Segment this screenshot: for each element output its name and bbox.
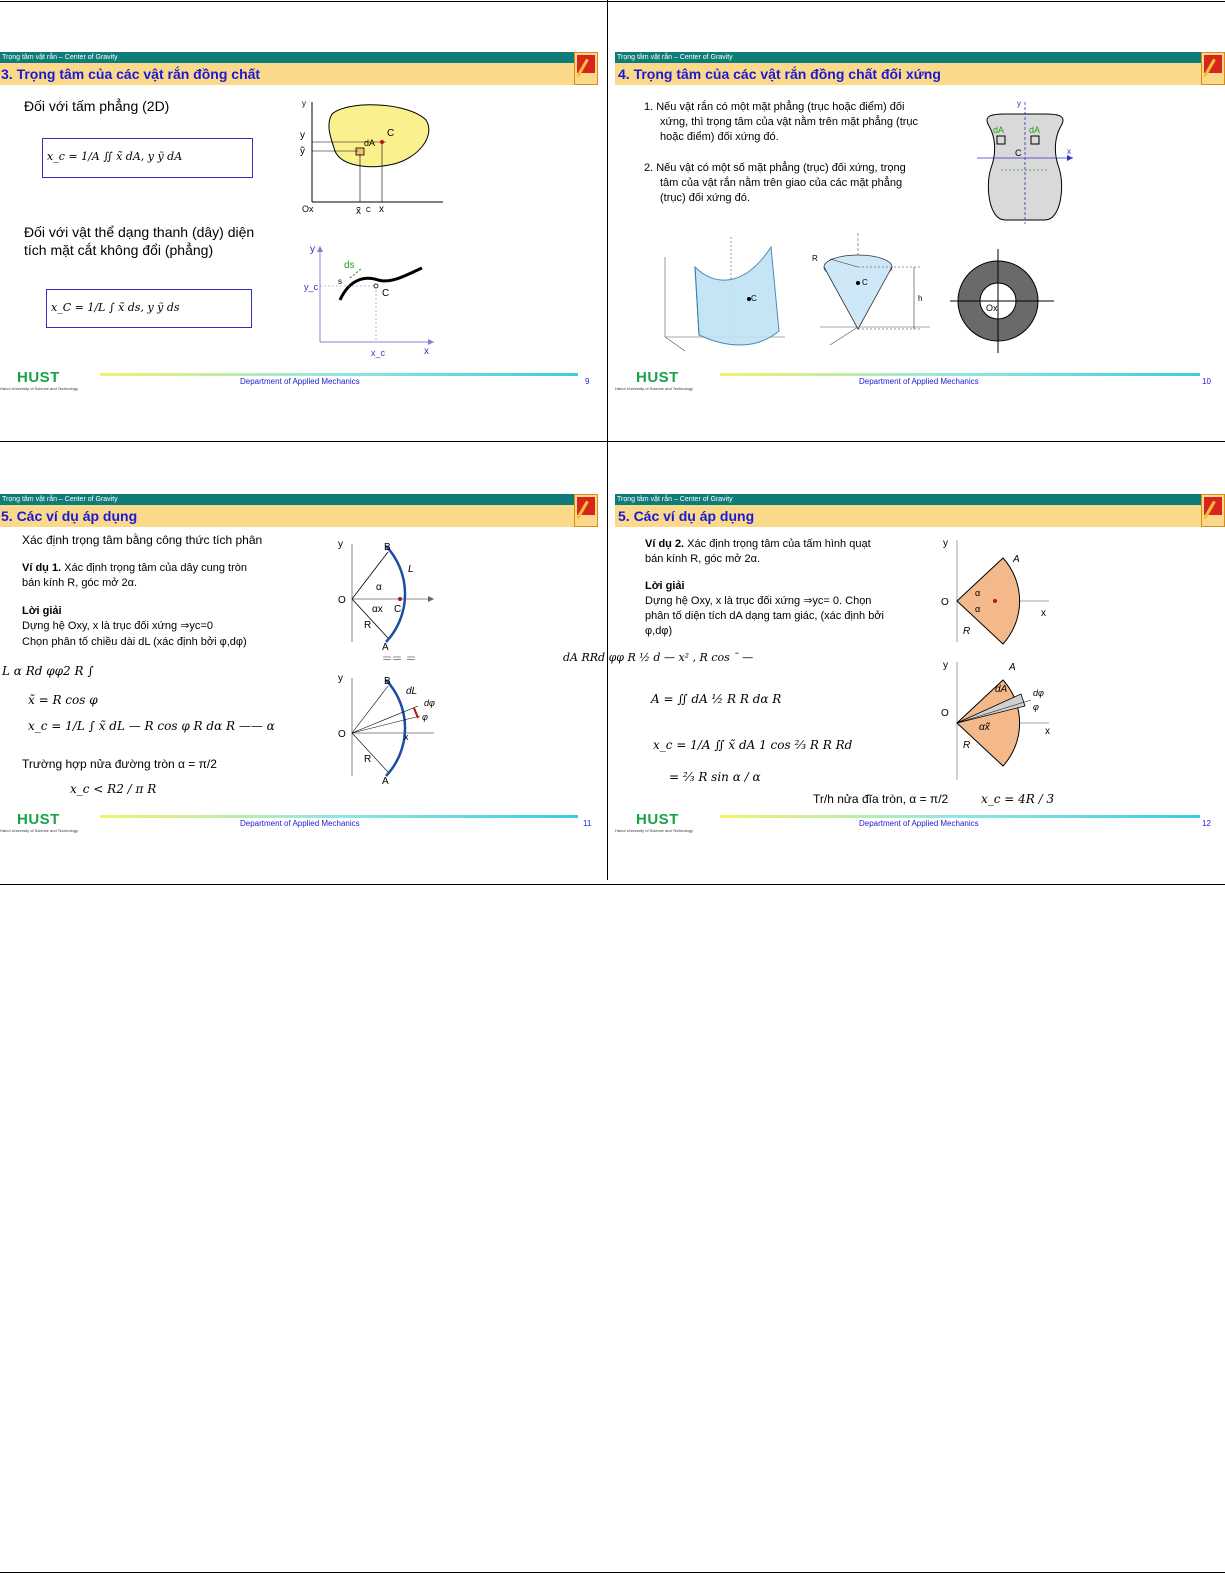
department-label: Department of Applied Mechanics — [859, 819, 979, 828]
fig11b-label-B: B — [384, 676, 391, 687]
footer-line — [100, 815, 578, 818]
page-number: 9 — [585, 377, 590, 386]
fig12b-label-O: O — [941, 708, 949, 719]
solution-line2: phân tố diện tích dA dạng tam giác, (xác định bởi — [645, 610, 884, 622]
fig12-label-R: R — [963, 626, 971, 637]
fig12-label-alpha1: α — [975, 588, 981, 598]
footer-line — [100, 373, 578, 376]
fig12-label-alpha2: α — [975, 604, 981, 614]
page-number: 11 — [583, 819, 592, 828]
formula-box-bar — [46, 289, 252, 328]
solution-line3: φ,dφ) — [645, 625, 673, 637]
fig2-label-y: y — [310, 244, 315, 255]
half-circle-result: x_c < R2 / π R — [70, 782, 157, 796]
fig1-label-x: x — [379, 204, 384, 215]
department-label: Department of Applied Mechanics — [859, 377, 979, 386]
hust-subtitle: Hanoi University of Science and Technology — [0, 386, 78, 391]
fig12-label-A: A — [1013, 554, 1020, 565]
fig1-label-xc: C — [366, 207, 372, 214]
vertical-divider — [607, 0, 608, 880]
hust-logo: HUST — [636, 811, 679, 828]
university-logo — [574, 494, 598, 527]
plate-figure — [298, 96, 448, 217]
fig12-label-y: y — [943, 538, 948, 549]
fig2-label-xc: x_c — [371, 348, 386, 358]
fig11-label-ax: αx — [372, 604, 383, 615]
fig1-label-dA: dA — [364, 138, 376, 148]
slide-11 — [0, 494, 607, 894]
fig11-label-O: O — [338, 595, 346, 606]
example2-text-line2: bán kính R, góc mở 2α. — [645, 553, 761, 565]
fig11-label-A: A — [382, 642, 389, 653]
hust-subtitle: Hanoi University of Science and Technology — [615, 386, 693, 391]
hust-subtitle: Hanoi University of Science and Technology — [0, 828, 78, 833]
fig12-label-O: O — [941, 597, 949, 608]
fig12b-label-phi: φ — [1033, 702, 1039, 712]
fig10-label-y: y — [1017, 99, 1021, 108]
fig10-label-C: C — [1015, 148, 1022, 158]
fig12-label-x: x — [1041, 608, 1046, 619]
fig2-label-yc: y_c — [304, 282, 319, 292]
symmetry-item2-line2: tâm của vật rắn nằm trên giao của các mặt phẳng — [660, 177, 903, 189]
footer-line — [720, 815, 1200, 818]
page-top-border — [0, 1, 1225, 2]
fig12b-label-x: x — [1045, 726, 1050, 737]
fig11-label-y: y — [338, 539, 343, 550]
hust-logo: HUST — [17, 811, 60, 828]
fig11-label-L: L — [408, 564, 414, 575]
example1-text-line1: Ví dụ 1. Xác định trọng tâm của dây cung tròn — [22, 562, 248, 574]
solution-line1: Dựng hệ Oxy, x là trục đối xứng ⇒yc= 0. Chọn — [645, 595, 872, 607]
page-number: 12 — [1202, 819, 1211, 828]
fig11b-label-O: O — [338, 729, 346, 740]
slide-title: 5. Các ví dụ áp dụng — [1, 508, 138, 524]
fig10-label-x: x — [1067, 147, 1071, 156]
slide-header-bar: Trọng tâm vật rắn – Center of Gravity — [0, 494, 596, 505]
fig11b-label-A: A — [382, 776, 389, 787]
fig11-label-B: B — [384, 542, 391, 553]
bar-figure — [300, 238, 440, 360]
fig2-label-x: x — [424, 346, 429, 357]
solution-line2: Chọn phân tố chiều dài dL (xác định bởi φ,dφ) — [22, 636, 247, 648]
department-label: Department of Applied Mechanics — [240, 819, 360, 828]
fig11b-label-x: x — [404, 732, 409, 742]
fig10-label-h: h — [918, 294, 923, 303]
sector-figure-bottom — [937, 656, 1067, 786]
integral-method-heading: Xác định trọng tâm bằng công thức tích phân — [22, 533, 263, 547]
university-logo — [1201, 494, 1225, 527]
fig1-label-xtilde: x̃ — [356, 206, 361, 217]
page-number: 10 — [1202, 377, 1211, 386]
fig12b-label-y: y — [943, 660, 948, 671]
fig11b-label-y: y — [338, 673, 343, 684]
symmetric-plate-figure — [975, 96, 1075, 226]
bar-heading-line2: tích mặt cắt không đổi (phẳng) — [24, 242, 214, 258]
dA-equation: dA RRd φφ R ½ d — x² , R cos ¯ — — [563, 651, 754, 664]
fig11-label-C: C — [394, 604, 402, 615]
fig12b-label-dphi: dφ — [1033, 688, 1044, 698]
slide-title: 4. Trọng tâm của các vật rắn đồng chất đối xứng — [618, 66, 941, 82]
department-label: Department of Applied Mechanics — [240, 377, 360, 386]
formula-box-plate — [42, 138, 253, 178]
fig12b-label-ax: αx̃ — [979, 722, 990, 733]
x-tilde-equation: x̃ = R cos φ — [28, 693, 98, 707]
sector-figure-top — [937, 534, 1067, 646]
slide-title: 3. Trọng tâm của các vật rắn đồng chất — [1, 66, 261, 82]
solution-heading: Lời giải — [22, 605, 62, 617]
bar-heading-line1: Đối với vật thể dạng thanh (dây) diện — [24, 224, 255, 240]
hust-subtitle: Hanoi University of Science and Technology — [615, 828, 693, 833]
fig10-label-Ccone: C — [862, 278, 868, 287]
slide-10 — [615, 52, 1225, 452]
fig11b-label-dL: dL — [406, 686, 418, 697]
symmetry-item1-line1: 1. Nếu vật rắn có một mặt phẳng (trục hoặc điểm) đối — [644, 101, 905, 113]
fig2-label-C: C — [382, 288, 390, 299]
arc-figure-top — [330, 534, 440, 652]
half-disk-case: Tr/h nửa đĩa tròn, α = π/2 — [813, 792, 949, 806]
solution-heading: Lời giải — [645, 580, 685, 592]
fig10-label-Cshell: C — [751, 294, 757, 303]
length-equation: L α Rd φφ2 R ∫ — [2, 664, 94, 678]
fig1-label-y: y — [302, 99, 306, 108]
slide-header-bar: Trọng tâm vật rắn – Center of Gravity — [615, 52, 1211, 63]
slide-9 — [0, 52, 607, 452]
fig12b-label-dA: dA — [995, 684, 1008, 695]
fig12b-label-A: A — [1009, 662, 1016, 673]
fig12b-label-R: R — [963, 740, 971, 751]
arc-figure-bottom — [330, 668, 440, 786]
slide-title: 5. Các ví dụ áp dụng — [618, 508, 755, 524]
fig1-label-ytilde: ỹ — [300, 146, 305, 157]
university-logo — [574, 52, 598, 85]
page-bottom-border — [0, 1572, 1225, 1573]
symmetry-item2-line1: 2. Nếu vật có một số mặt phẳng (trục) đối xứng, trọng — [644, 162, 906, 174]
xc-sector-result: = ⅔ R sin α / α — [669, 770, 761, 784]
fig11b-label-phi: φ — [422, 712, 428, 722]
formula-plate: x_c = 1/A ∬ x̃ dA, y ỹ dA — [47, 150, 183, 163]
fig11b-label-dphi: dφ — [424, 698, 435, 708]
slide-header-bar: Trọng tâm vật rắn – Center of Gravity — [615, 494, 1211, 505]
half-circle-case: Trường hợp nửa đường tròn α = π/2 — [22, 757, 217, 771]
equality-signs: == = — [382, 651, 416, 665]
footer-line — [720, 373, 1200, 376]
half-disk-result: x_c = 4R / 3 — [981, 792, 1055, 806]
curved-shell-figure — [655, 227, 795, 357]
solution-line1: Dựng hệ Oxy, x là trục đối xứng ⇒yc=0 — [22, 620, 213, 632]
fig10-label-R: R — [812, 254, 818, 263]
fig10-label-Ox: Ox — [986, 303, 998, 313]
fig1-label-O: Ox — [302, 204, 314, 214]
fig2-label-ds: ds — [344, 260, 355, 271]
fig11-label-R: R — [364, 620, 372, 631]
cone-figure — [810, 227, 945, 357]
university-logo — [1201, 52, 1225, 85]
fig10-label-dA2: dA — [1029, 125, 1041, 135]
symmetry-item1-line3: hoặc điểm) đối xứng đó. — [660, 131, 779, 143]
fig2-label-s: s — [338, 277, 342, 286]
formula-bar: x_C = 1/L ∫ x̃ ds, y ỹ ds — [51, 301, 180, 314]
annulus-figure — [950, 247, 1060, 357]
symmetry-item1-line2: xứng, thì trọng tâm của vật nằm trên mặt phẳng (trục — [660, 116, 919, 128]
example1-text-line2: bán kính R, góc mở 2α. — [22, 577, 138, 589]
xc-sector-equation: x_c = 1/A ∬ x̃ dA 1 cos ⅔ R R Rd — [653, 738, 853, 752]
fig1-label-C: C — [387, 128, 395, 139]
area-equation: A = ∬ dA ½ R R dα R — [651, 692, 782, 706]
example2-text-line1: Ví dụ 2. Xác định trọng tâm của tấm hình quạt — [645, 538, 871, 550]
fig10-label-dA1: dA — [993, 125, 1005, 135]
fig11b-label-R: R — [364, 754, 372, 765]
fig1-label-yc: y — [300, 130, 305, 141]
hust-logo: HUST — [17, 369, 60, 386]
plate-2d-heading: Đối với tấm phẳng (2D) — [24, 98, 170, 114]
slide-header-bar: Trọng tâm vật rắn – Center of Gravity — [0, 52, 596, 63]
xc-integral-equation: x_c = 1/L ∫ x̃ dL — R cos φ R dα R —— α — [28, 719, 275, 733]
fig11-label-alpha: α — [376, 582, 382, 593]
hust-logo: HUST — [636, 369, 679, 386]
symmetry-item2-line3: (trục) đối xứng đó. — [660, 192, 750, 204]
